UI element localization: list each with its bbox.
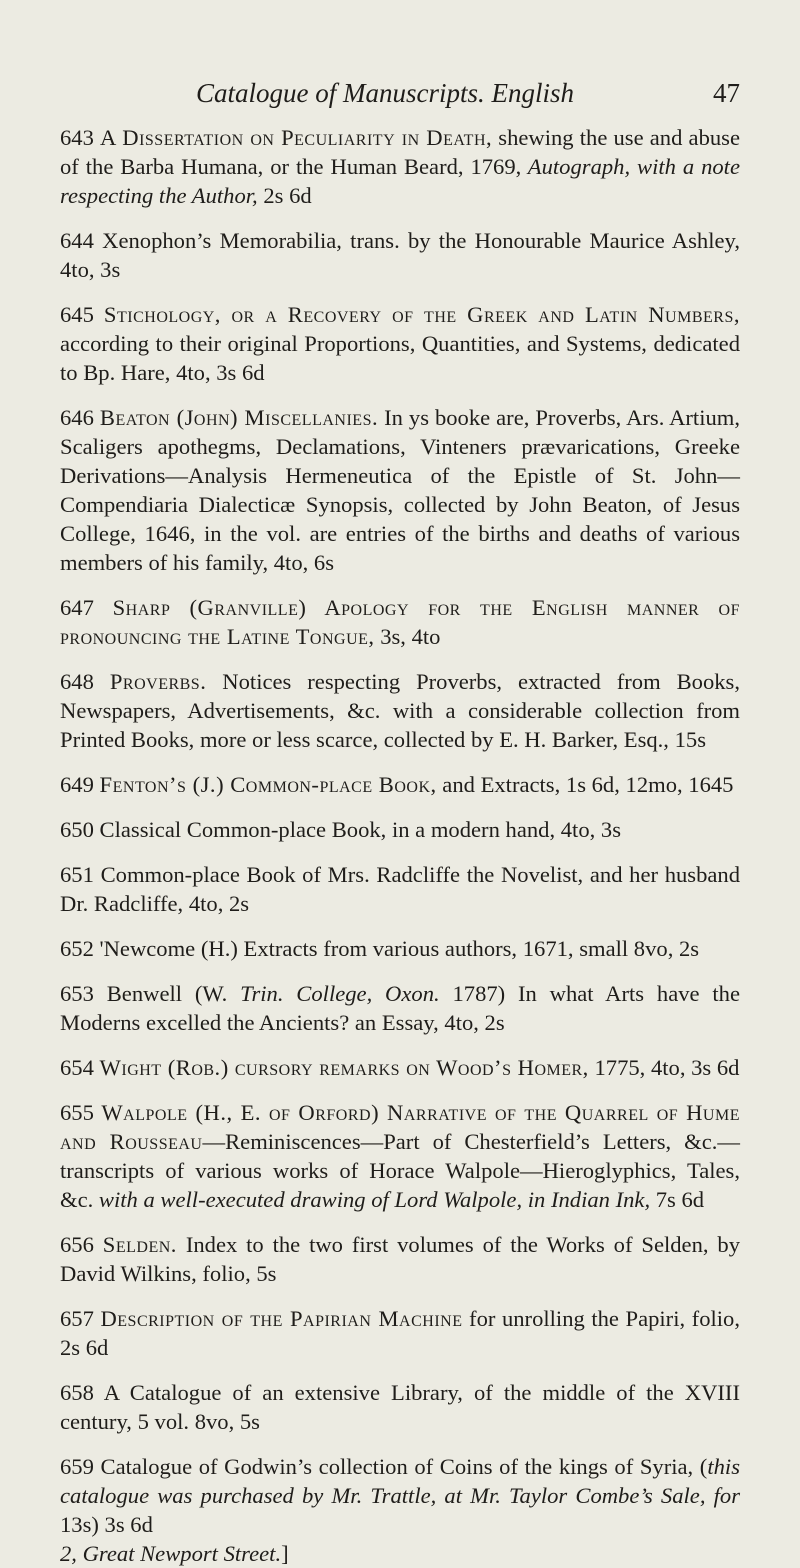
entry-text: Common-place Book of Mrs. Radcliffe the Novelist, and her husband Dr. Radcliffe, 4to, 2s xyxy=(60,862,741,916)
entry-text-tail: 13s) 3s 6d xyxy=(60,1512,153,1537)
entry-number: 651 xyxy=(60,862,94,887)
catalogue-entry xyxy=(60,226,740,284)
entry-heading: Sharp (Granville) Apology for the English manner of pronouncing the Latine Tongue, xyxy=(60,595,740,649)
catalogue-entry xyxy=(60,667,740,754)
entry-italic-note: 2, Great Newport Street. xyxy=(60,1541,282,1566)
entry-italic-note: with a well-executed drawing of Lord Walpole, in Indian Ink, xyxy=(93,1187,651,1212)
catalogue-entry xyxy=(60,860,740,918)
entry-heading: Stichology, or a Recovery of the Greek and Latin Numbers, xyxy=(103,302,740,327)
catalogue-entry xyxy=(60,123,740,210)
entry-heading: Wight (Rob.) cursory remarks on Wood’s Homer, xyxy=(99,1055,589,1080)
entry-text: In ys booke are, Proverbs, Ars. Artium, Scaligers apothegms, Declamations, Vinteners prævarications, Greeke Derivations—Analysis Hermeneutica of the Epistle of St. John—Compendiaria Dialecticæ Synopsis, collected by John Beaton, of Jesus College, 1646, in the vol. are entries of the births and deaths of various members of his family, 4to, 6s xyxy=(60,405,740,575)
entry-text-tail: ] xyxy=(281,1541,289,1566)
entry-number: 658 xyxy=(60,1380,94,1405)
entry-italic-note: this catalogue was purchased by Mr. Trattle, at Mr. Taylor Combe’s Sale, for xyxy=(60,1454,740,1508)
entry-heading: Selden. xyxy=(102,1232,177,1257)
entry-text: A Catalogue of an extensive Library, of the middle of the XVIII century, 5 vol. 8vo, 5s xyxy=(60,1380,740,1434)
catalogue-entry xyxy=(60,1378,740,1436)
entry-text: according to their original Proportions, Quantities, and Systems, dedicated to Bp. Hare, 4to, 3s 6d xyxy=(60,331,740,385)
entry-heading: Beaton (John) Miscellanies. xyxy=(99,405,379,430)
entry-number: 644 xyxy=(60,228,94,253)
running-header xyxy=(60,78,740,109)
entry-italic-note: Trin. College, Oxon. xyxy=(227,981,440,1006)
entry-text: 'Newcome (H.) Extracts from various authors, 1671, small 8vo, 2s xyxy=(99,936,700,961)
entry-number: 647 xyxy=(60,595,94,620)
entry-text-tail: 2s 6d xyxy=(257,183,312,208)
entry-text: —Reminiscences—Part of Chesterfield’s Letters, &c.—transcripts of various works of Horace Walpole—Hieroglyphics, Tales, &c. xyxy=(60,1129,741,1212)
catalogue-entry xyxy=(60,934,740,963)
entry-number: 659 xyxy=(60,1454,94,1479)
entry-number: 643 xyxy=(60,125,94,150)
entry-text: Catalogue of Godwin’s collection of Coins of the kings of Syria, ( xyxy=(100,1454,708,1479)
catalogue-entry xyxy=(60,593,740,651)
entry-number: 652 xyxy=(60,936,94,961)
entry-number: 646 xyxy=(60,405,94,430)
entry-text: Benwell (W. xyxy=(106,981,228,1006)
catalogue-entry xyxy=(60,770,740,799)
catalogue-entry xyxy=(60,300,740,387)
entry-text: 3s, 4to xyxy=(374,624,441,649)
catalogue-entry xyxy=(60,1053,740,1082)
entry-text: Classical Common-place Book, in a modern hand, 4to, 3s xyxy=(99,817,622,842)
entry-heading: Fenton’s (J.) Common-place Book, xyxy=(99,772,437,797)
entry-text: and Extracts, 1s 6d, 12mo, 1645 xyxy=(436,772,734,797)
entry-heading: Description of the Papirian Machine xyxy=(100,1306,463,1331)
catalogue-entry xyxy=(60,1098,740,1214)
entry-italic-note: Autograph, with a note respecting the Author, xyxy=(60,154,740,208)
entry-text: shewing the use and abuse of the Barba Humana, or the Human Beard, 1769, xyxy=(60,125,740,179)
catalogue-entries xyxy=(60,123,740,1568)
entry-text-tail: 7s 6d xyxy=(650,1187,705,1212)
entry-number: 654 xyxy=(60,1055,94,1080)
catalogue-entry xyxy=(60,1230,740,1288)
entry-text-tail: 1787) In what Arts have the Moderns excelled the Ancients? an Essay, 4to, 2s xyxy=(60,981,740,1035)
catalogue-entry xyxy=(60,979,740,1037)
running-title: Catalogue of Manuscripts. English xyxy=(196,78,574,108)
catalogue-entry xyxy=(60,1452,740,1568)
entry-number: 656 xyxy=(60,1232,94,1257)
catalogue-entry xyxy=(60,815,740,844)
entry-heading: A Dissertation on Peculiarity in Death, xyxy=(100,125,493,150)
entry-text: Notices respecting Proverbs, extracted from Books, Newspapers, Advertisements, &c. with a considerable collection from Printed Books, more or less scarce, collected by E. H. Barker, Esq., 15s xyxy=(60,669,740,752)
page-number: 47 xyxy=(713,78,740,108)
entry-text: Xenophon’s Memorabilia, trans. by the Honourable Maurice Ashley, 4to, 3s xyxy=(60,228,740,282)
entry-text: Index to the two first volumes of the Works of Selden, by David Wilkins, folio, 5s xyxy=(60,1232,740,1286)
entry-number: 653 xyxy=(60,981,94,1006)
entry-number: 650 xyxy=(60,817,94,842)
catalogue-entry xyxy=(60,403,740,577)
entry-heading: Proverbs. xyxy=(109,669,207,694)
entry-number: 648 xyxy=(60,669,94,694)
entry-number: 657 xyxy=(60,1306,94,1331)
entry-heading: Walpole (H., E. of Orford) Narrative of the Quarrel of Hume and Rousseau xyxy=(60,1100,740,1154)
entry-text: 1775, 4to, 3s 6d xyxy=(588,1055,740,1080)
catalogue-entry xyxy=(60,1304,740,1362)
entry-number: 649 xyxy=(60,772,94,797)
entry-number: 645 xyxy=(60,302,94,327)
entry-text: for unrolling the Papiri, folio, 2s 6d xyxy=(60,1306,741,1360)
entry-number: 655 xyxy=(60,1100,94,1125)
